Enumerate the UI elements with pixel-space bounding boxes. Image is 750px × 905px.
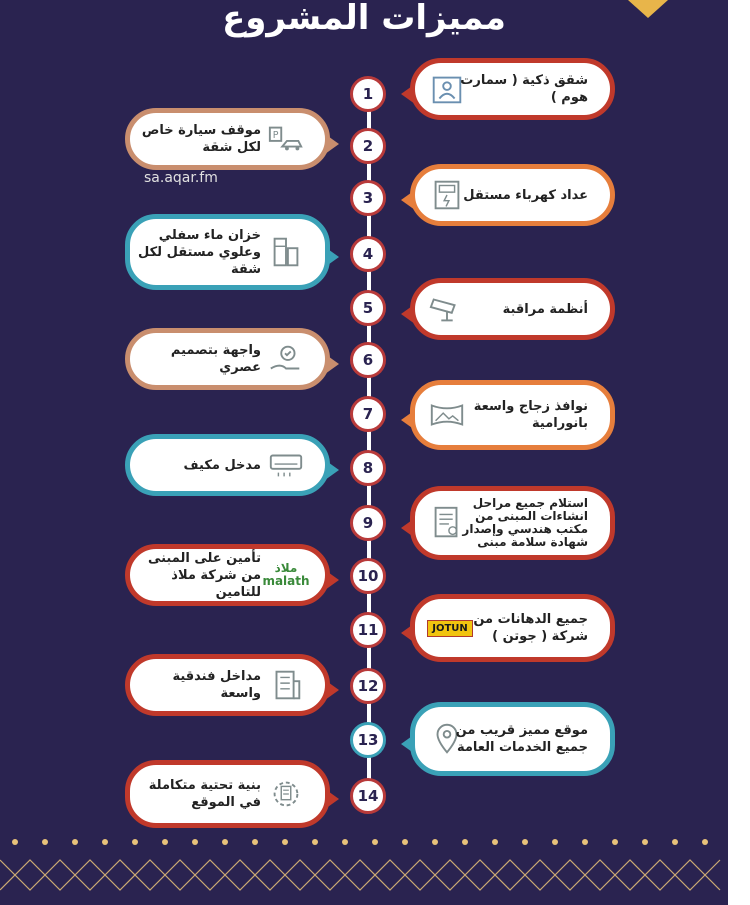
feature-number-6: 6 — [350, 342, 386, 378]
feature-number-2: 2 — [350, 128, 386, 164]
feature-number-9: 9 — [350, 505, 386, 541]
gold-pattern-decoration — [0, 830, 728, 905]
malath-logo-english: malath — [262, 574, 310, 588]
feature-card-3 — [410, 164, 615, 226]
feature-card-13 — [410, 702, 615, 776]
feature-label-12: مداخل فندقية واسعة — [172, 669, 261, 701]
feature-label-10: تأمين على المبنى من شركة ملاذ للتامين — [147, 550, 261, 600]
feature-card-2 — [125, 108, 330, 170]
feature-label-8: مدخل مكيف — [183, 457, 261, 473]
feature-label-3: عداد كهرباء مستقل — [463, 187, 588, 203]
feature-label-6: واجهة بتصميم عصري — [170, 343, 261, 375]
malath-logo-arabic: ملاذ — [274, 561, 298, 575]
feature-card-8 — [125, 434, 330, 496]
feature-card-7 — [410, 380, 615, 450]
feature-card-6 — [125, 328, 330, 390]
feature-label-9: استلام جميع مراحل انشاءات المبنى من مكتب هندسي وإصدار شهادة سلامة مبنى — [462, 496, 588, 549]
feature-number-11: 11 — [350, 612, 386, 648]
feature-card-10 — [125, 544, 330, 606]
feature-label-2: موقف سيارة خاص لكل شقة — [141, 123, 261, 155]
svg-text:P: P — [272, 130, 279, 142]
feature-number-3: 3 — [350, 180, 386, 216]
feature-number-5: 5 — [350, 290, 386, 326]
feature-label-1: شقق ذكية ( سمارت هوم ) — [460, 73, 588, 105]
feature-card-11 — [410, 594, 615, 662]
feature-card-5 — [410, 278, 615, 340]
feature-number-1: 1 — [350, 76, 386, 112]
feature-card-4 — [125, 214, 330, 290]
feature-number-12: 12 — [350, 668, 386, 704]
feature-label-4: خزان ماء سفلي وعلوي مستقل لكل شقة — [138, 227, 261, 277]
feature-label-7: نوافذ زجاج واسعة بانورامية — [473, 399, 588, 431]
feature-number-7: 7 — [350, 396, 386, 432]
feature-card-14 — [125, 760, 330, 828]
right-edge-strip — [728, 0, 750, 905]
feature-label-14: بنية تحتية متكاملة في الموقع — [148, 778, 261, 810]
feature-label-5: أنظمة مراقبة — [502, 301, 588, 317]
watermark: sa.aqar.fm — [144, 170, 218, 186]
jotun-logo-text: JOTUN — [427, 620, 473, 637]
page-title: مميزات المشروع — [222, 0, 506, 38]
cctv-camera-icon — [427, 290, 467, 328]
feature-card-9 — [410, 486, 615, 560]
feature-card-12 — [125, 654, 330, 716]
feature-number-14: 14 — [350, 778, 386, 814]
feature-label-13: موقع مميز قريب من جميع الخدمات العامة — [455, 723, 588, 755]
feature-number-4: 4 — [350, 236, 386, 272]
feature-number-10: 10 — [350, 558, 386, 594]
feature-number-13: 13 — [350, 722, 386, 758]
electric-meter-icon — [427, 176, 467, 214]
feature-label-11: جميع الدهانات من شركة ( جوتن ) — [473, 612, 588, 644]
feature-number-8: 8 — [350, 450, 386, 486]
feature-card-1 — [410, 58, 615, 120]
